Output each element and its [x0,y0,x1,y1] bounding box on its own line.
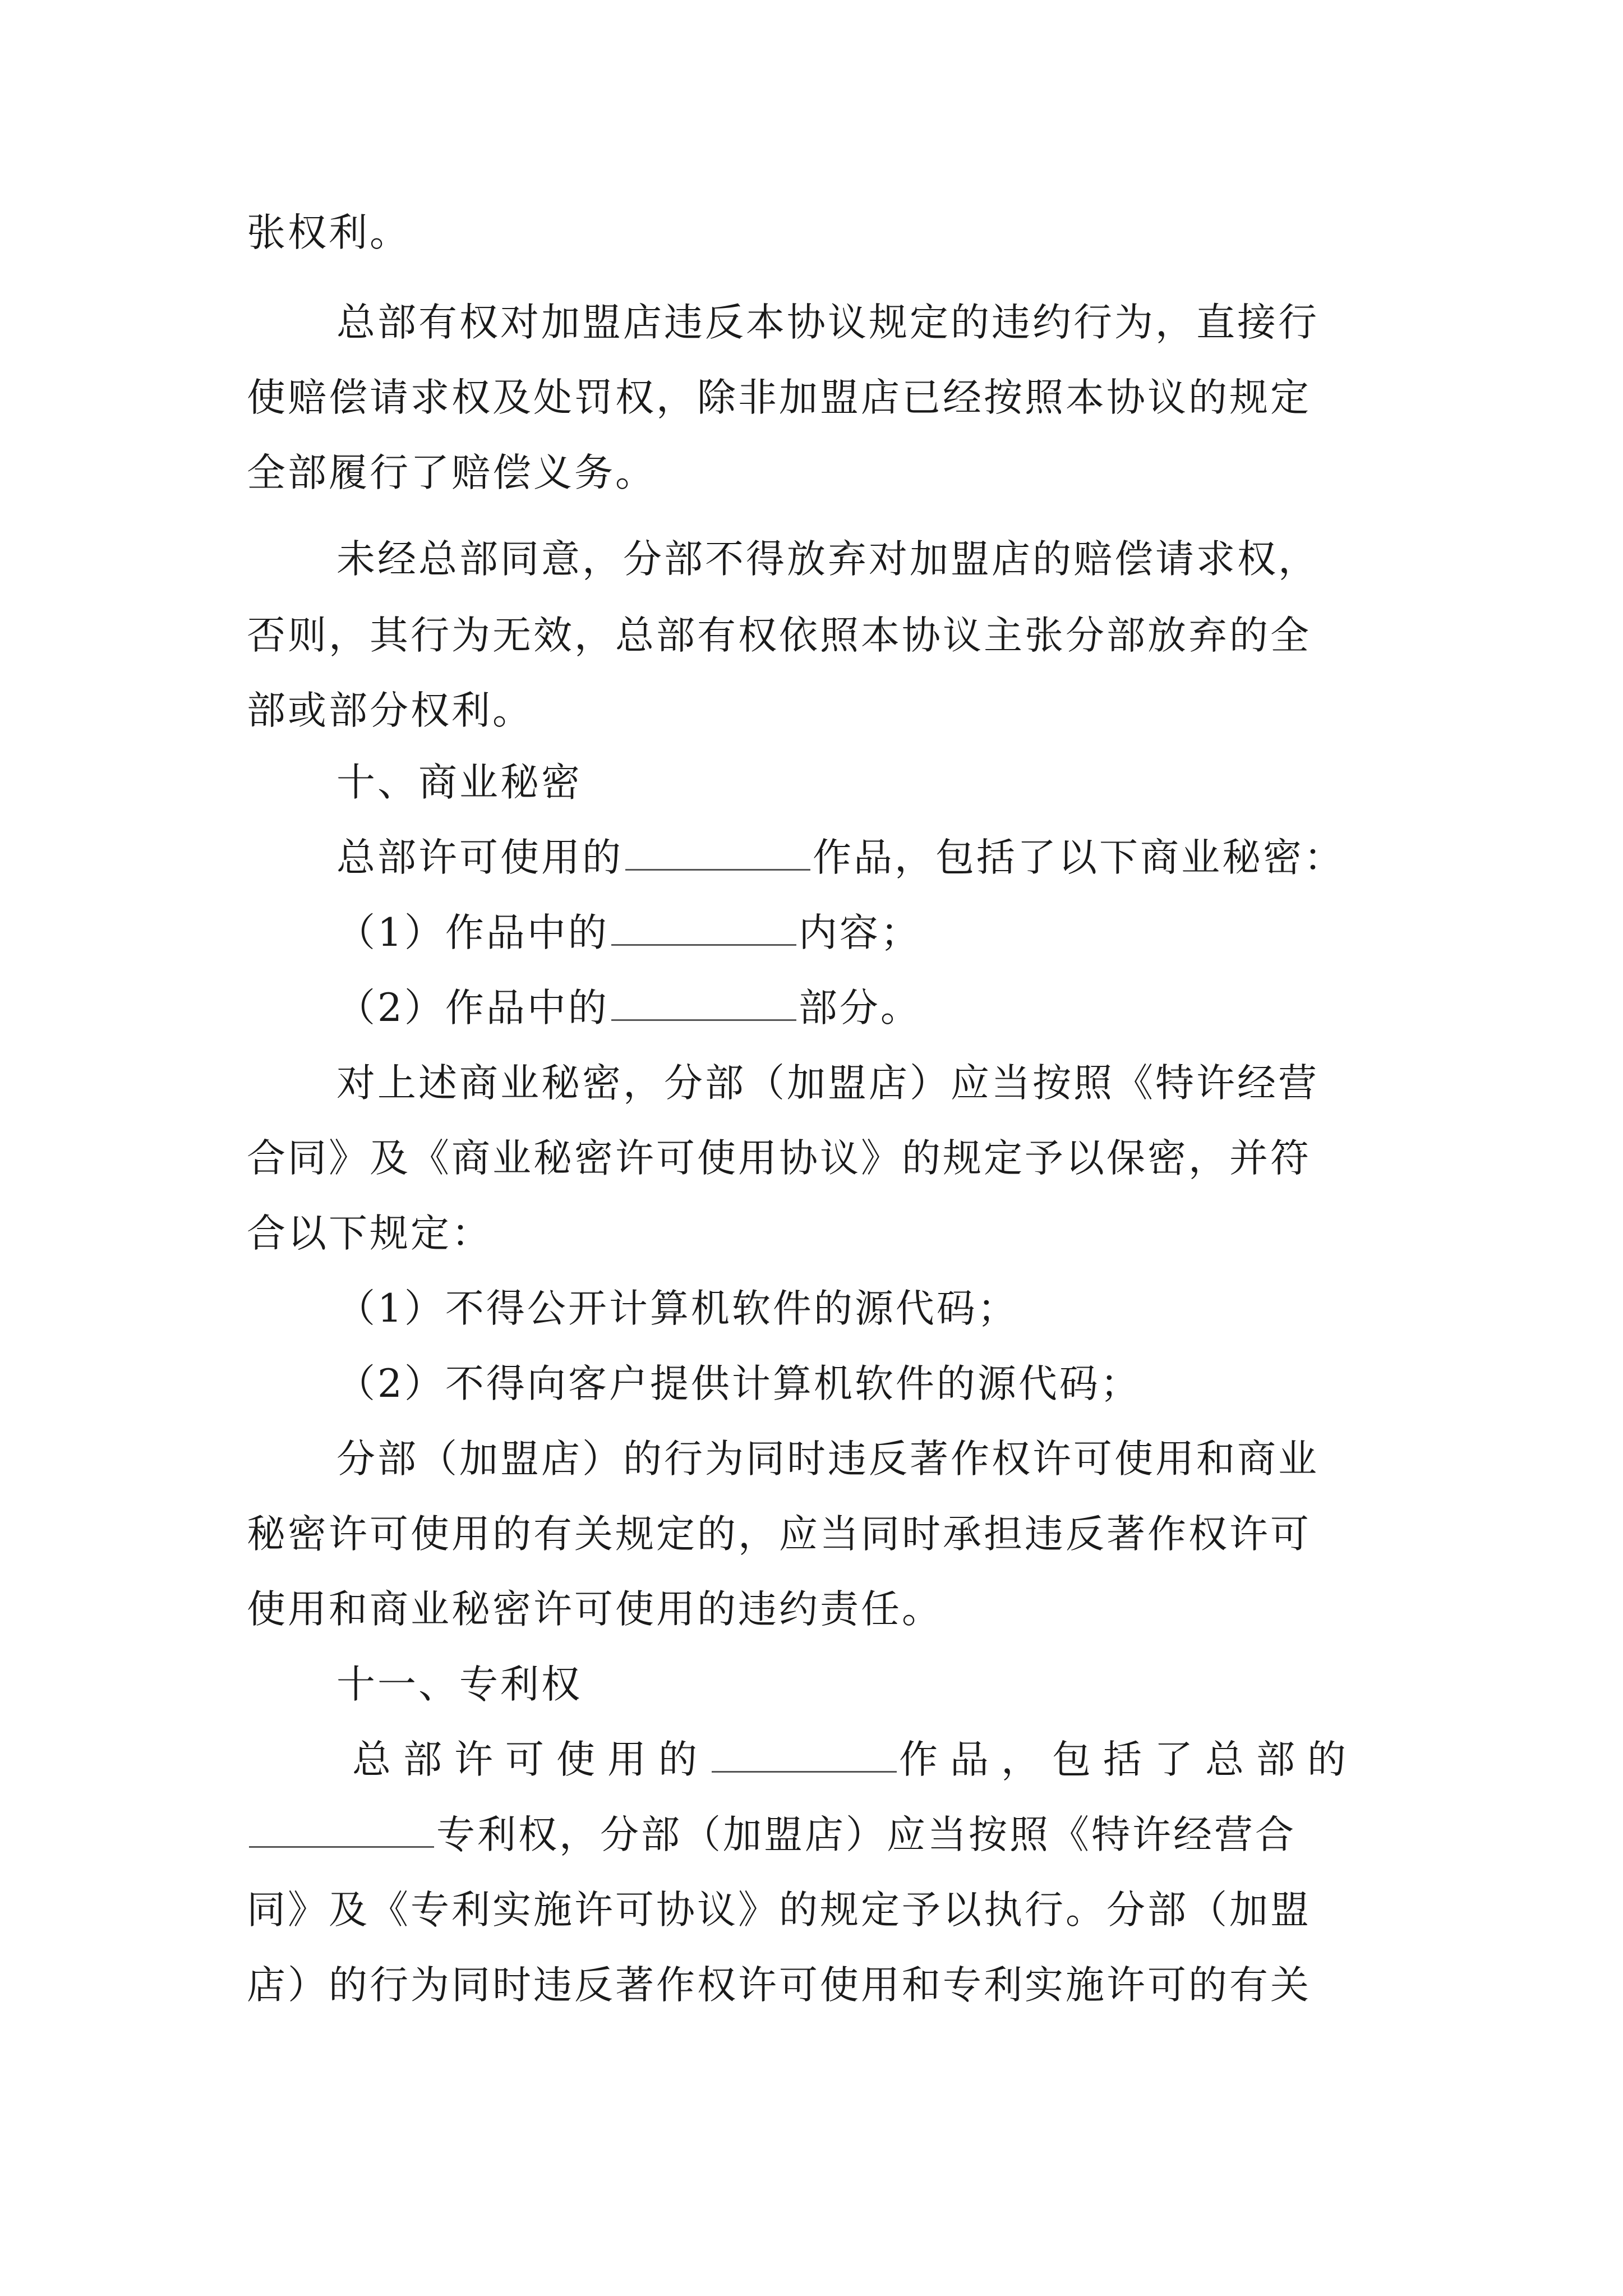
section-heading: 十、商业秘密 [336,760,582,805]
paragraph-line [352,1729,1391,1791]
fill-in-blank [249,1811,434,1848]
paragraph-line: 未经总部同意，分部不得放弃对加盟店的赔偿请求权， [336,537,1319,582]
paragraph-line: 总部有权对加盟店违反本协议规定的违约行为，直接行 [336,300,1319,345]
text-segment: 总部许可使用的 [336,835,623,880]
fill-in-blank [712,1736,897,1773]
text-segment: 作品，包括了总部的 [899,1737,1358,1782]
section-heading: 十一、专利权 [336,1662,582,1707]
paragraph-line: 秘密许可使用的有关规定的，应当同时承担违反著作权许可 [247,1512,1311,1557]
list-item: （1）不得公开计算机软件的源代码； [336,1286,1018,1331]
text-segment: 总部许可使用的 [352,1737,709,1782]
paragraph-line: 使用和商业秘密许可使用的违约责任。 [247,1587,943,1632]
paragraph-line [247,1804,1391,1866]
text-segment: （2）作品中的 [336,986,609,1030]
paragraph-line: 部或部分权利。 [247,688,533,733]
fill-in-blank [625,834,810,871]
paragraph-line: 店）的行为同时违反著作权许可使用和专利实施许可的有关 [247,1963,1311,2008]
list-item [336,902,1391,964]
paragraph-line: 否则，其行为无效，总部有权依照本协议主张分部放弃的全 [247,613,1311,658]
paragraph-line [336,827,1391,889]
text-segment: 内容； [798,910,921,955]
fill-in-blank [611,909,796,946]
paragraph-line: 使赔偿请求权及处罚权，除非加盟店已经按照本协议的规定 [247,375,1311,420]
paragraph-line: 合同》及《商业秘密许可使用协议》的规定予以保密，并符 [247,1136,1311,1181]
paragraph-line: 全部履行了赔偿义务。 [247,450,656,495]
paragraph-line: 分部（加盟店）的行为同时违反著作权许可使用和商业 [336,1437,1319,1481]
text-segment: 部分。 [798,986,921,1030]
paragraph-line: 对上述商业秘密，分部（加盟店）应当按照《特许经营 [336,1061,1319,1106]
text-segment: 专利权，分部（加盟店）应当按照《特许经营合 [436,1812,1296,1857]
fill-in-blank [611,984,796,1021]
paragraph-line: 合以下规定： [247,1211,492,1256]
paragraph-line: 同》及《专利实施许可协议》的规定予以执行。分部（加盟 [247,1888,1311,1932]
paragraph-line: 张权利。 [247,210,411,255]
list-item [336,977,1391,1039]
text-segment: 作品，包括了以下商业秘密： [813,835,1345,880]
list-item: （2）不得向客户提供计算机软件的源代码； [336,1361,1141,1406]
text-segment: （1）作品中的 [336,910,609,955]
